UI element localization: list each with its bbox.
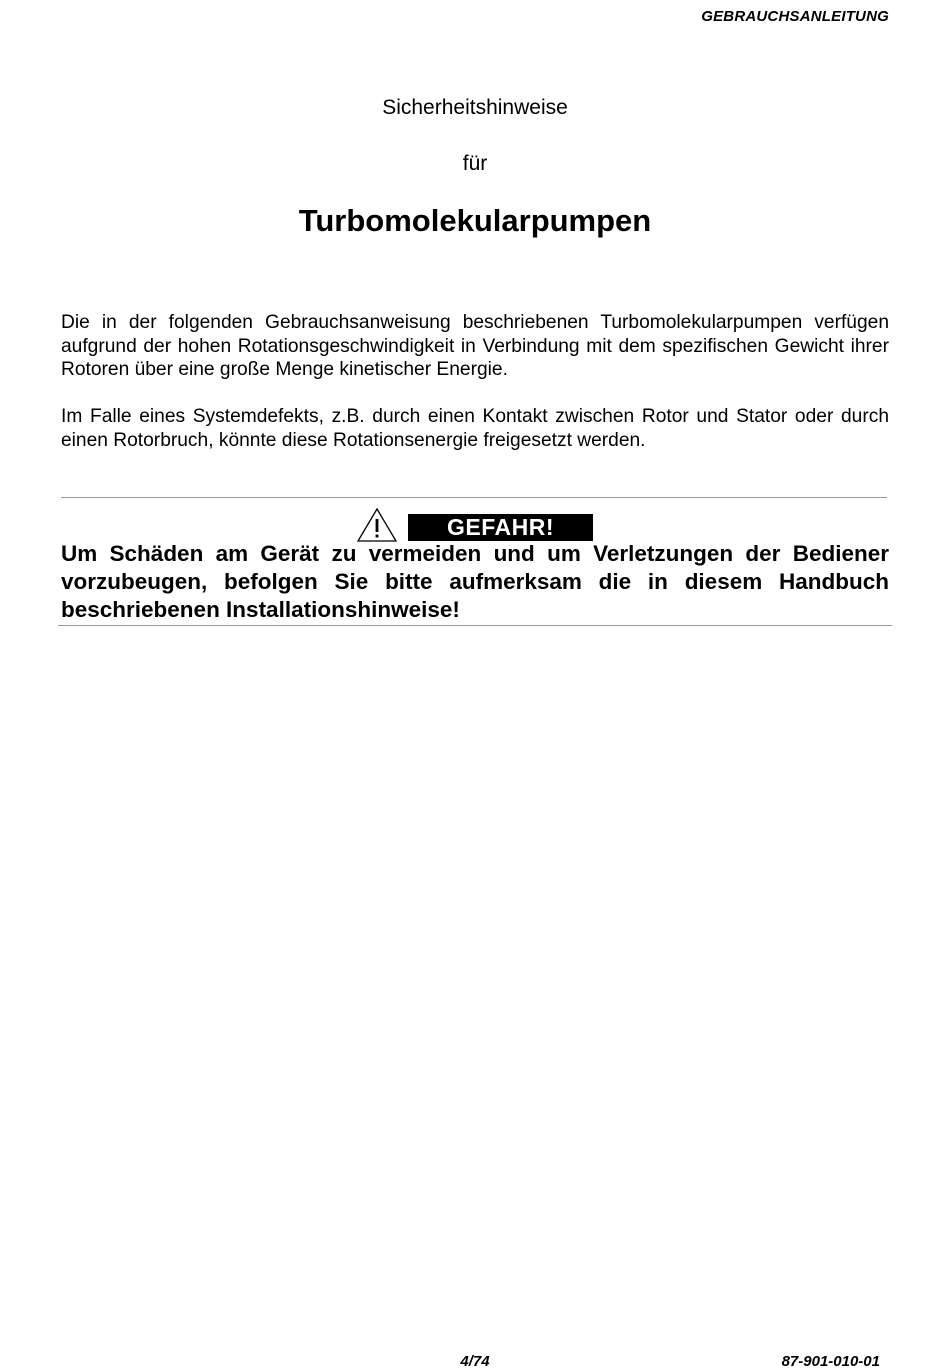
document-number: 87-901-010-01 (781, 1353, 880, 1370)
cover-line-for: für (462, 152, 488, 175)
defect-paragraph: Im Falle eines Systemdefekts, z.B. durch einen Kontakt zwischen Rotor und Stator oder durch einen Rotorbruch, könnte diese Rotationsenergie freigesetzt werden. (61, 406, 889, 451)
document-title: Turbomolekularpumpen (298, 203, 652, 238)
page-number: 4/74 (460, 1353, 490, 1370)
cover-line-safety: Sicherheitshinweise (382, 96, 568, 119)
danger-warning-text: Um Schäden am Gerät zu vermeiden und um Verletzungen der Bediener vorzubeugen, befolgen Sie bitte aufmerksam die in diesem Handbuch beschriebenen Installationshinweise! (61, 541, 889, 622)
danger-badge: GEFAHR! (408, 514, 593, 541)
header-title: GEBRAUCHSANLEITUNG (701, 8, 889, 25)
intro-paragraph: Die in der folgenden Gebrauchsanweisung beschriebenen Turbomolekularpumpen verfügen aufgrund der hohen Rotationsgeschwindigkeit in Verbindung mit dem spezifischen Gewicht ihrer Rotoren über eine große Menge kinetischer Energie. (61, 312, 889, 380)
warning-triangle-icon (357, 508, 397, 542)
warning-bottom-rule (58, 625, 892, 626)
warning-top-rule (61, 497, 887, 498)
